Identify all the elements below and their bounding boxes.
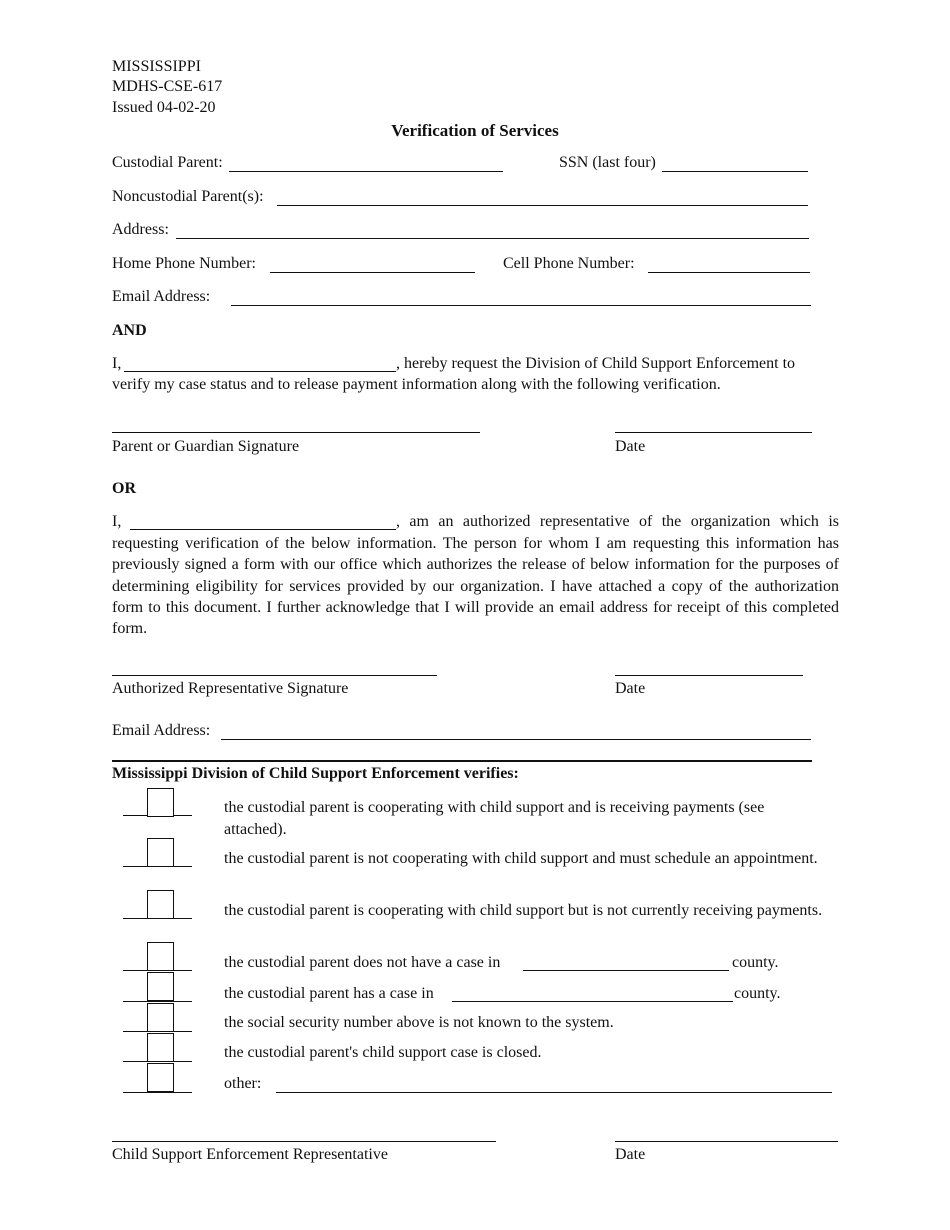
parent-name-field[interactable] (124, 371, 396, 372)
parent-date-label: Date (615, 438, 646, 455)
or-statement-rest: requesting verification of the below information. The person for whom I am requesting this information has previously signed a form with our office which authorizes the release of below information for the purposes of determining eligibility for services provided by our organization. I have attached a copy of the authorization form to this document. I further acknowledge that I will provide an email address for receipt of this completed form. (112, 535, 839, 638)
custodial-parent-label: Custodial Parent: (112, 154, 223, 171)
parent-signature-label: Parent or Guardian Signature (112, 438, 300, 455)
item-no-case-suffix: county. (732, 954, 779, 971)
cell-phone-label: Cell Phone Number: (503, 255, 635, 272)
and-statement-line2: verify my case status and to release payment information along with the following verification. (112, 376, 721, 393)
or-heading: OR (112, 480, 136, 497)
and-statement-line1: , hereby request the Division of Child Support Enforcement to (396, 355, 796, 372)
item-cooperating-not-receiving: the custodial parent is cooperating with child support but is not currently receiving payments. (224, 902, 823, 919)
checkbox-case-closed[interactable] (147, 1033, 174, 1062)
checkbox-ssn-unknown[interactable] (147, 1003, 174, 1032)
email-field[interactable] (231, 305, 811, 306)
issued-date: Issued 04-02-20 (112, 99, 216, 116)
item-case-closed: the custodial parent's child support case is closed. (224, 1044, 542, 1061)
cse-date-label: Date (615, 1146, 646, 1163)
item-other-label: other: (224, 1075, 262, 1092)
cse-representative-label: Child Support Enforcement Representative (112, 1146, 388, 1163)
item-has-case-suffix: county. (734, 985, 781, 1002)
checkbox-underline (123, 1092, 192, 1093)
cse-representative-signature-field[interactable] (112, 1141, 496, 1142)
page-title: Verification of Services (391, 121, 559, 140)
representative-date-label: Date (615, 680, 646, 697)
address-label: Address: (112, 221, 169, 238)
representative-signature-field[interactable] (112, 675, 437, 676)
item-not-cooperating: the custodial parent is not cooperating with child support and must schedule an appointment. (224, 850, 818, 867)
no-case-county-field[interactable] (523, 970, 729, 971)
section-divider (112, 760, 812, 762)
item-no-case-prefix: the custodial parent does not have a case in (224, 954, 501, 971)
checkbox-cooperating-not-receiving[interactable] (147, 890, 174, 919)
custodial-parent-field[interactable] (229, 171, 503, 172)
item-has-case-prefix: the custodial parent has a case in (224, 985, 434, 1002)
form-id: MDHS-CSE-617 (112, 78, 223, 95)
state-name: MISSISSIPPI (112, 58, 201, 75)
noncustodial-parent-field[interactable] (277, 205, 808, 206)
address-field[interactable] (176, 238, 809, 239)
cell-phone-field[interactable] (648, 272, 810, 273)
other-field[interactable] (276, 1092, 832, 1093)
parent-date-field[interactable] (615, 432, 812, 433)
item-cooperating-receiving: the custodial parent is cooperating with child support and is receiving payments (see attached). (224, 799, 765, 838)
noncustodial-parent-label: Noncustodial Parent(s): (112, 188, 264, 205)
representative-date-field[interactable] (615, 675, 803, 676)
or-statement-first: , am an authorized representative of the organization which is (396, 513, 839, 530)
has-case-county-field[interactable] (452, 1001, 733, 1002)
checkbox-not-cooperating[interactable] (147, 838, 174, 867)
representative-email-field[interactable] (221, 739, 811, 740)
parent-signature-field[interactable] (112, 432, 480, 433)
checkbox-no-case[interactable] (147, 942, 174, 971)
representative-name-field[interactable] (130, 529, 396, 530)
verification-heading: Mississippi Division of Child Support Enforcement verifies: (112, 765, 519, 782)
checkbox-has-case[interactable] (147, 972, 174, 1001)
representative-signature-label: Authorized Representative Signature (112, 680, 349, 697)
or-i-prefix: I, (112, 513, 122, 530)
checkbox-underline (123, 1001, 192, 1002)
checkbox-cooperating-receiving[interactable] (147, 788, 174, 817)
and-i-prefix: I, (112, 355, 122, 372)
representative-email-label: Email Address: (112, 722, 211, 739)
ssn-label: SSN (last four) (559, 154, 656, 171)
item-ssn-unknown: the social security number above is not known to the system. (224, 1014, 614, 1031)
home-phone-field[interactable] (270, 272, 475, 273)
home-phone-label: Home Phone Number: (112, 255, 256, 272)
cse-date-field[interactable] (615, 1141, 838, 1142)
and-heading: AND (112, 322, 147, 339)
email-label: Email Address: (112, 288, 211, 305)
checkbox-other[interactable] (147, 1063, 174, 1092)
ssn-field[interactable] (662, 171, 808, 172)
